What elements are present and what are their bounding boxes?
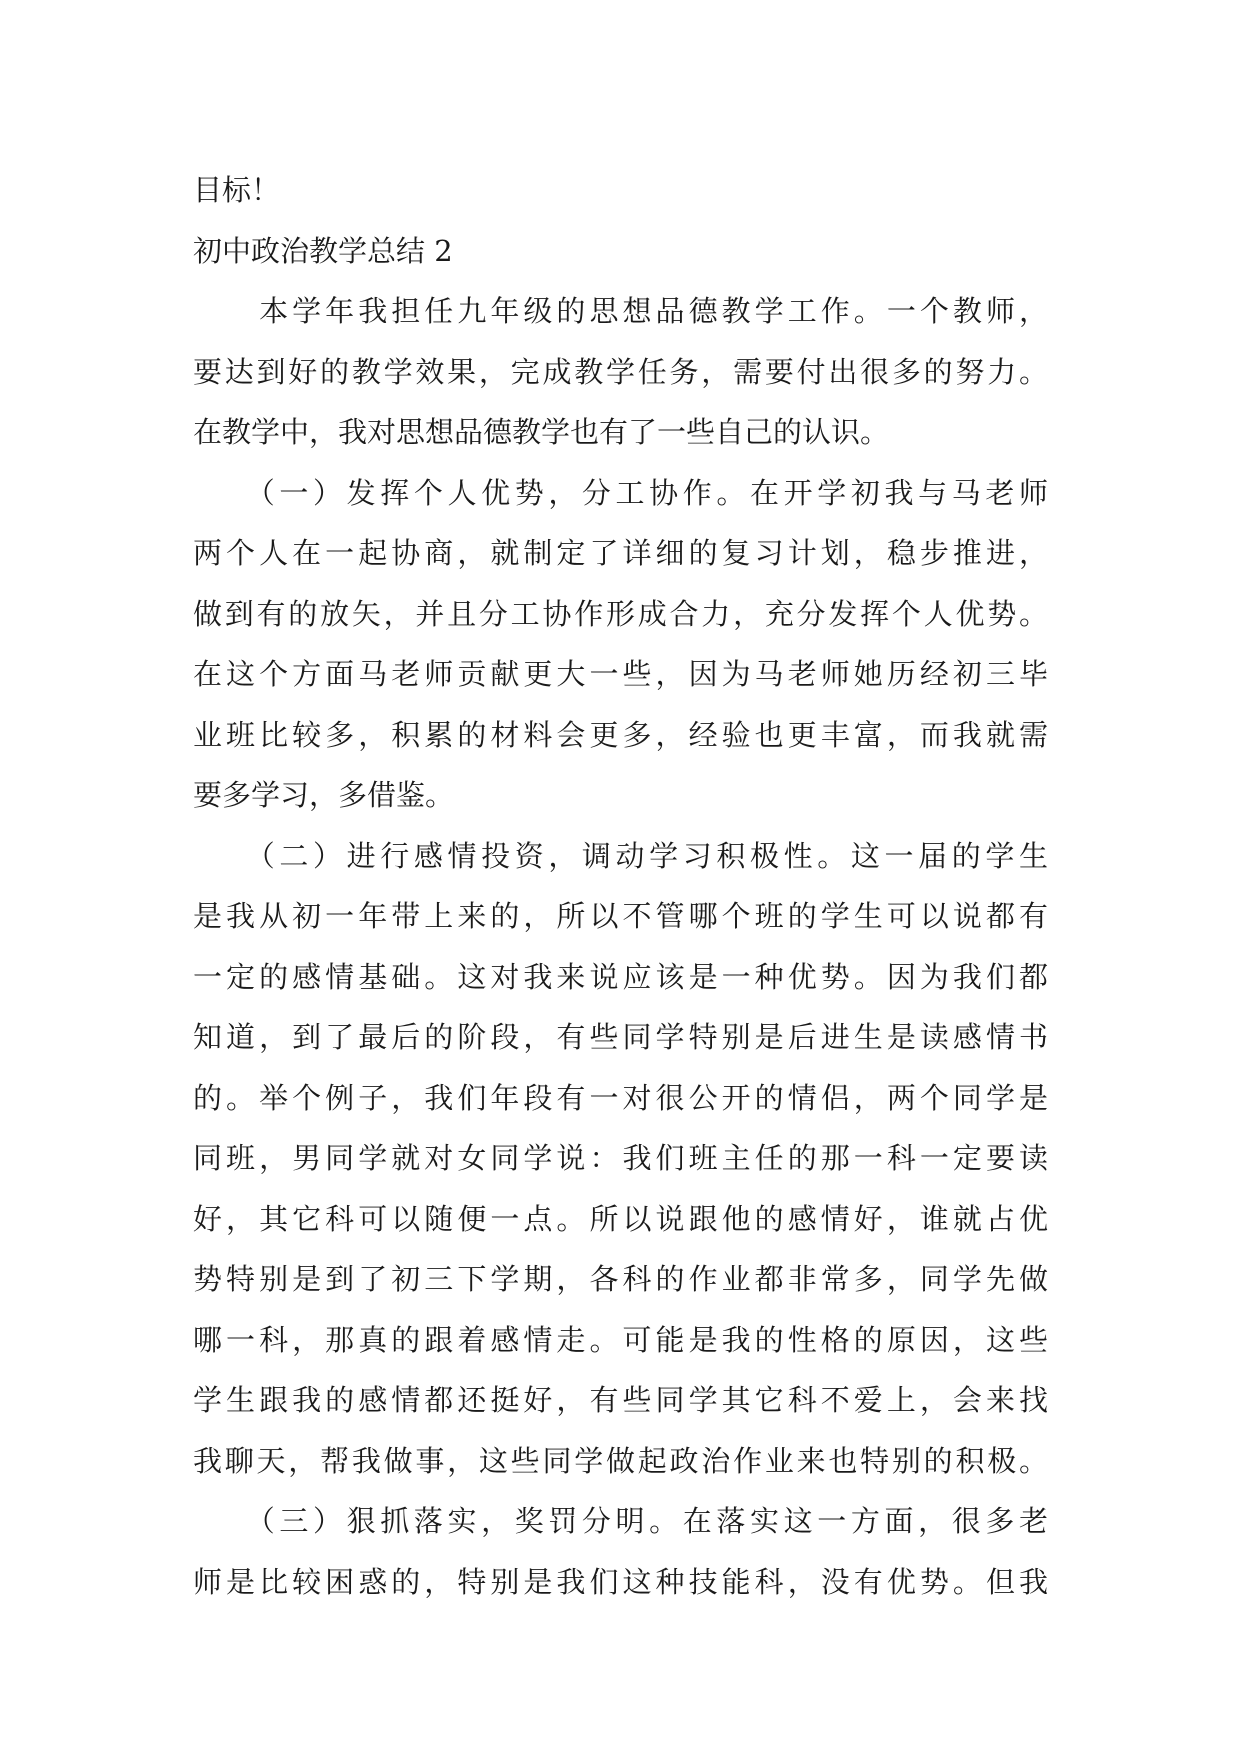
- text-line: 目标！: [193, 173, 281, 207]
- paragraph-line: 业班比较多，积累的材料会更多，经验也更丰富，而我就需: [193, 717, 1048, 752]
- paragraph-line: 要多学习，多借鉴。: [193, 778, 455, 812]
- paragraph-line: 知道，到了最后的阶段，有些同学特别是后进生是读感情书: [193, 1020, 1048, 1054]
- paragraph-line: 势特别是到了初三下学期，各科的作业都非常多，同学先做: [193, 1262, 1048, 1296]
- section-heading: 初中政治教学总结 2: [193, 233, 453, 268]
- paragraph-line: 的。举个例子，我们年段有一对很公开的情侣，两个同学是: [193, 1080, 1048, 1115]
- paragraph-line: 在这个方面马老师贡献更大一些，因为马老师她历经初三毕: [193, 657, 1048, 691]
- paragraph-line: 是我从初一年带上来的，所以不管哪个班的学生可以说都有: [193, 899, 1048, 933]
- paragraph-line: 两个人在一起协商，就制定了详细的复习计划，稳步推进，: [193, 536, 1048, 570]
- paragraph-line: 同班，男同学就对女同学说：我们班主任的那一科一定要读: [193, 1141, 1048, 1175]
- paragraph-line: （三）狠抓落实，奖罚分明。在落实这一方面，很多老: [193, 1504, 1048, 1538]
- paragraph-line: 我聊天，帮我做事，这些同学做起政治作业来也特别的积极。: [193, 1443, 1048, 1478]
- paragraph-line: （一）发挥个人优势，分工协作。在开学初我与马老师: [193, 475, 1048, 510]
- paragraph-line: 哪一科，那真的跟着感情走。可能是我的性格的原因，这些: [193, 1322, 1048, 1357]
- paragraph-line: （二）进行感情投资，调动学习积极性。这一届的学生: [193, 838, 1048, 873]
- document-body: [193, 160, 1048, 1612]
- paragraph-line: 一定的感情基础。这对我来说应该是一种优势。因为我们都: [193, 959, 1048, 994]
- paragraph-line: 要达到好的教学效果，完成教学任务，需要付出很多的努力。: [193, 354, 1048, 389]
- paragraph-line: 本学年我担任九年级的思想品德教学工作。一个教师，: [193, 294, 1048, 328]
- paragraph-line: 做到有的放矢，并且分工协作形成合力，充分发挥个人优势。: [193, 596, 1048, 631]
- paragraph-line: 学生跟我的感情都还挺好，有些同学其它科不爱上，会来找: [193, 1383, 1048, 1417]
- paragraph-line: 好，其它科可以随便一点。所以说跟他的感情好，谁就占优: [193, 1201, 1048, 1236]
- paragraph-line: 师是比较困惑的，特别是我们这种技能科，没有优势。但我: [193, 1564, 1048, 1599]
- paragraph-line: 在教学中，我对思想品德教学也有了一些自己的认识。: [193, 415, 890, 449]
